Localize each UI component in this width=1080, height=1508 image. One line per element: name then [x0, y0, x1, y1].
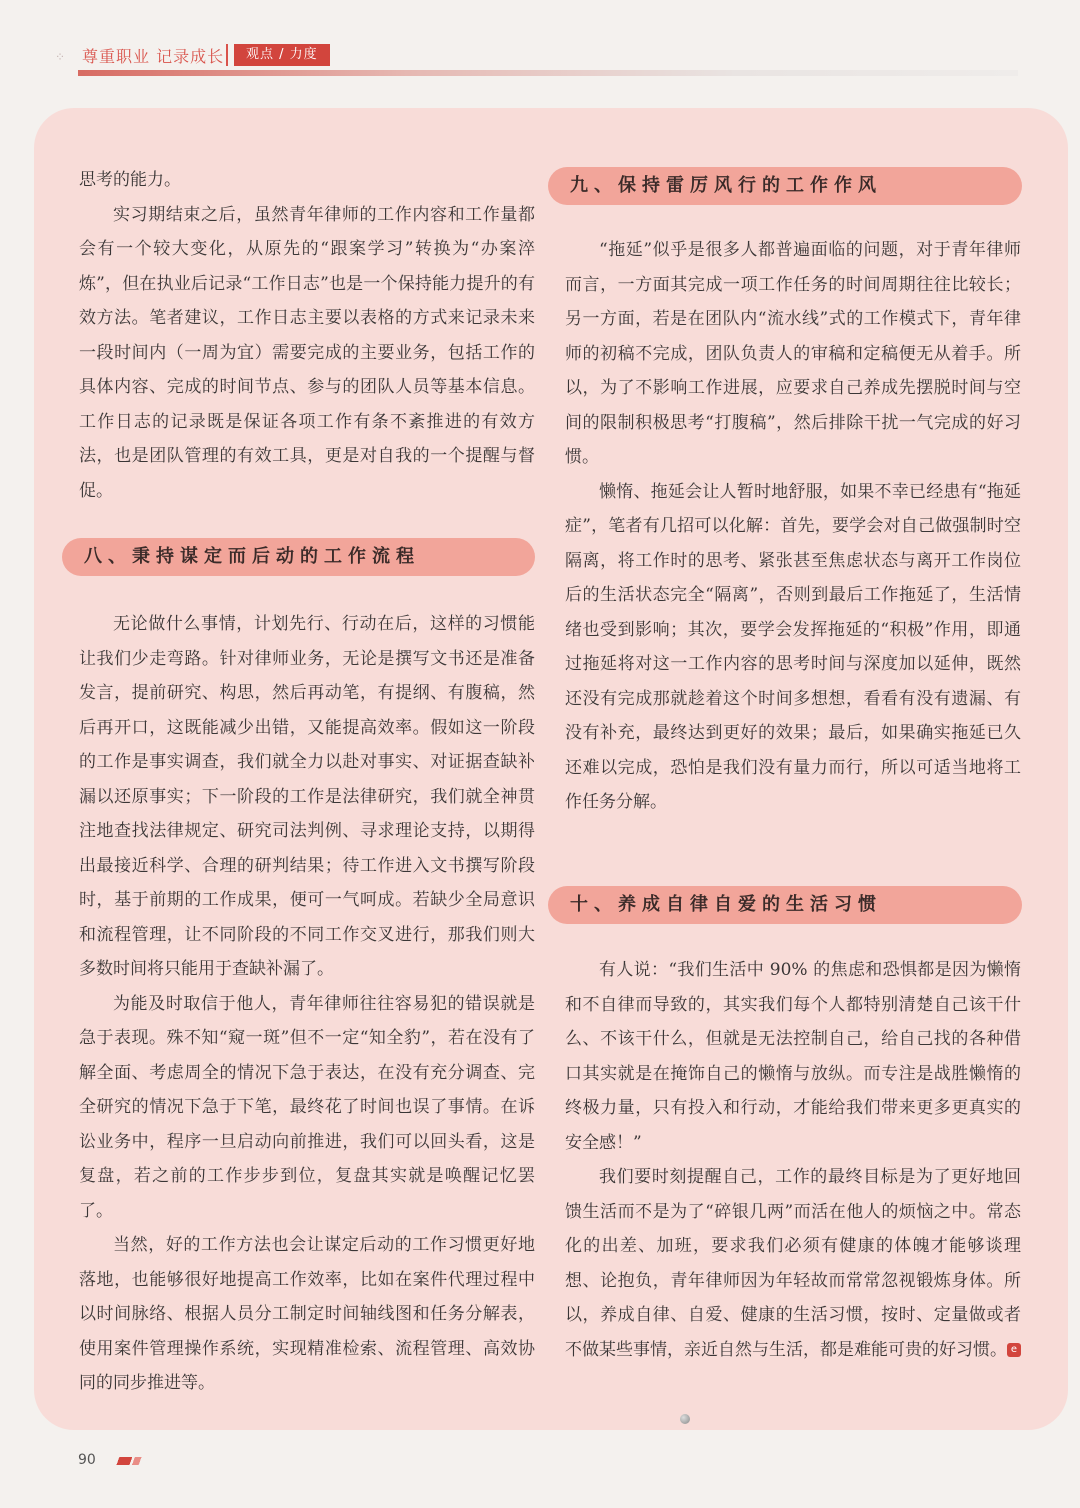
paragraph: 实习期结束之后，虽然青年律师的工作内容和工作量都会有一个较大变化，从原先的“跟案学习”转换为“办案淬炼”，但在执业后记录“工作日志”也是一个保持能力提升的有效方法。笔者建议，工作日志主要以表格的方式来记录未来一段时间内（一周为宜）需要完成的主要业务，包括工作的具体内容、完成的时间节点、参与的团队人员等基本信息。工作日志的记录既是保证各项工作有条不紊推进的有效方法，也是团队管理的有效工具，更是对自我的一个提醒与督促。 [79, 204, 535, 501]
paragraph: 思考的能力。 [79, 170, 181, 190]
header-title: 尊重职业 记录成长 [82, 47, 225, 66]
paragraph [565, 1160, 1021, 1367]
page-number: 90 [78, 1452, 96, 1468]
page-header [0, 0, 1080, 110]
section-heading-9: 九、保持雷厉风行的工作作风 [548, 167, 1022, 205]
page-stripe-icon [112, 1457, 146, 1465]
section-heading-8: 八、秉持谋定而后动的工作流程 [62, 538, 535, 576]
paragraph: 当然，好的工作方法也会让谋定后动的工作习惯更好地落地，也能够很好地提高工作效率，比如在案件代理过程中以时间脉络、根据人员分工制定时间轴线图和任务分解表，使用案件管理操作系统，实现精准检索、流程管理、高效协同的同步推进等。 [79, 1235, 535, 1393]
left-column-bottom [79, 607, 535, 1401]
header-divider [226, 44, 228, 66]
paragraph-text: 我们要时刻提醒自己，工作的最终目标是为了更好地回馈生活而不是为了“碎银几两”而活在他人的烦恼之中。常态化的出差、加班，要求我们必须有健康的体魄才能够谈理想、论抱负，青年律师因为年轻故而常常忽视锻炼身体。所以，养成自律、自爱、健康的生活习惯，按时、定量做或者不做某些事情，亲近自然与生活，都是难能可贵的好习惯。 [565, 1167, 1021, 1360]
left-column-top [79, 163, 535, 508]
section-heading-10: 十、养成自律自爱的生活习惯 [548, 886, 1022, 924]
header-rule [78, 70, 1018, 76]
paragraph: 为能及时取信于他人，青年律师往往容易犯的错误就是急于表现。殊不知“窥一斑”但不一定“知全豹”，若在没有了解全面、考虑周全的情况下急于表达，在没有充分调查、完全研究的情况下急于下笔，最终花了时间也误了事情。在诉讼业务中，程序一旦启动向前推进，我们可以回头看，这是复盘，若之前的工作步步到位，复盘其实就是唤醒记忆罢了。 [79, 993, 535, 1221]
sparkle-icon: ⁘ [55, 50, 66, 64]
right-column-bottom [565, 953, 1021, 1367]
end-mark-icon: e [1007, 1343, 1021, 1357]
section-tag: 观点 / 力度 [234, 44, 330, 66]
paragraph: 懒惰、拖延会让人暂时地舒服，如果不幸已经患有“拖延症”，笔者有几招可以化解：首先，要学会对自己做强制时空隔离，将工作时的思考、紧张甚至焦虑状态与离开工作岗位后的生活状态完全“隔离”，否则到最后工作拖延了，生活情绪也受到影响；其次，要学会发挥拖延的“积极”作用，即通过拖延将对这一工作内容的思考时间与深度加以延伸，既然还没有完成那就趁着这个时间多想想，看看有没有遗漏、有没有补充，最终达到更好的效果；最后，如果确实拖延已久还难以完成，恐怕是我们没有量力而行，所以可适当地将工作任务分解。 [565, 481, 1021, 812]
paragraph: 无论做什么事情，计划先行、行动在后，这样的习惯能让我们少走弯路。针对律师业务，无论是撰写文书还是准备发言，提前研究、构思，然后再动笔，有提纲、有腹稿，然后再开口，这既能减少出错，又能提高效率。假如这一阶段的工作是事实调查，我们就全力以赴对事实、对证据查缺补漏以还原事实；下一阶段的工作是法律研究，我们就全神贯注地查找法律规定、研究司法判例、寻求理论支持，以期得出最接近科学、合理的研判结果；待工作进入文书撰写阶段时，基于前期的工作成果，便可一气呵成。若缺少全局意识和流程管理，让不同阶段的不同工作交叉进行，那我们则大多数时间将只能用于查缺补漏了。 [79, 614, 535, 979]
right-column-top [565, 233, 1021, 820]
bullet-dot-icon [680, 1414, 690, 1424]
paragraph: 有人说：“我们生活中 90% 的焦虑和恐惧都是因为懒惰和不自律而导致的，其实我们每个人都特别清楚自己该干什么、不该干什么，但就是无法控制自己，给自己找的各种借口其实就是在掩饰自己的懒惰与放纵。而专注是战胜懒惰的终极力量，只有投入和行动，才能给我们带来更多更真实的安全感！” [565, 960, 1021, 1153]
paragraph: “拖延”似乎是很多人都普遍面临的问题，对于青年律师而言，一方面其完成一项工作任务的时间周期往往比较长；另一方面，若是在团队内“流水线”式的工作模式下，青年律师的初稿不完成，团队负责人的审稿和定稿便无从着手。所以，为了不影响工作进展，应要求自己养成先摆脱时间与空间的限制积极思考“打腹稿”，然后排除干扰一气完成的好习惯。 [565, 240, 1021, 467]
